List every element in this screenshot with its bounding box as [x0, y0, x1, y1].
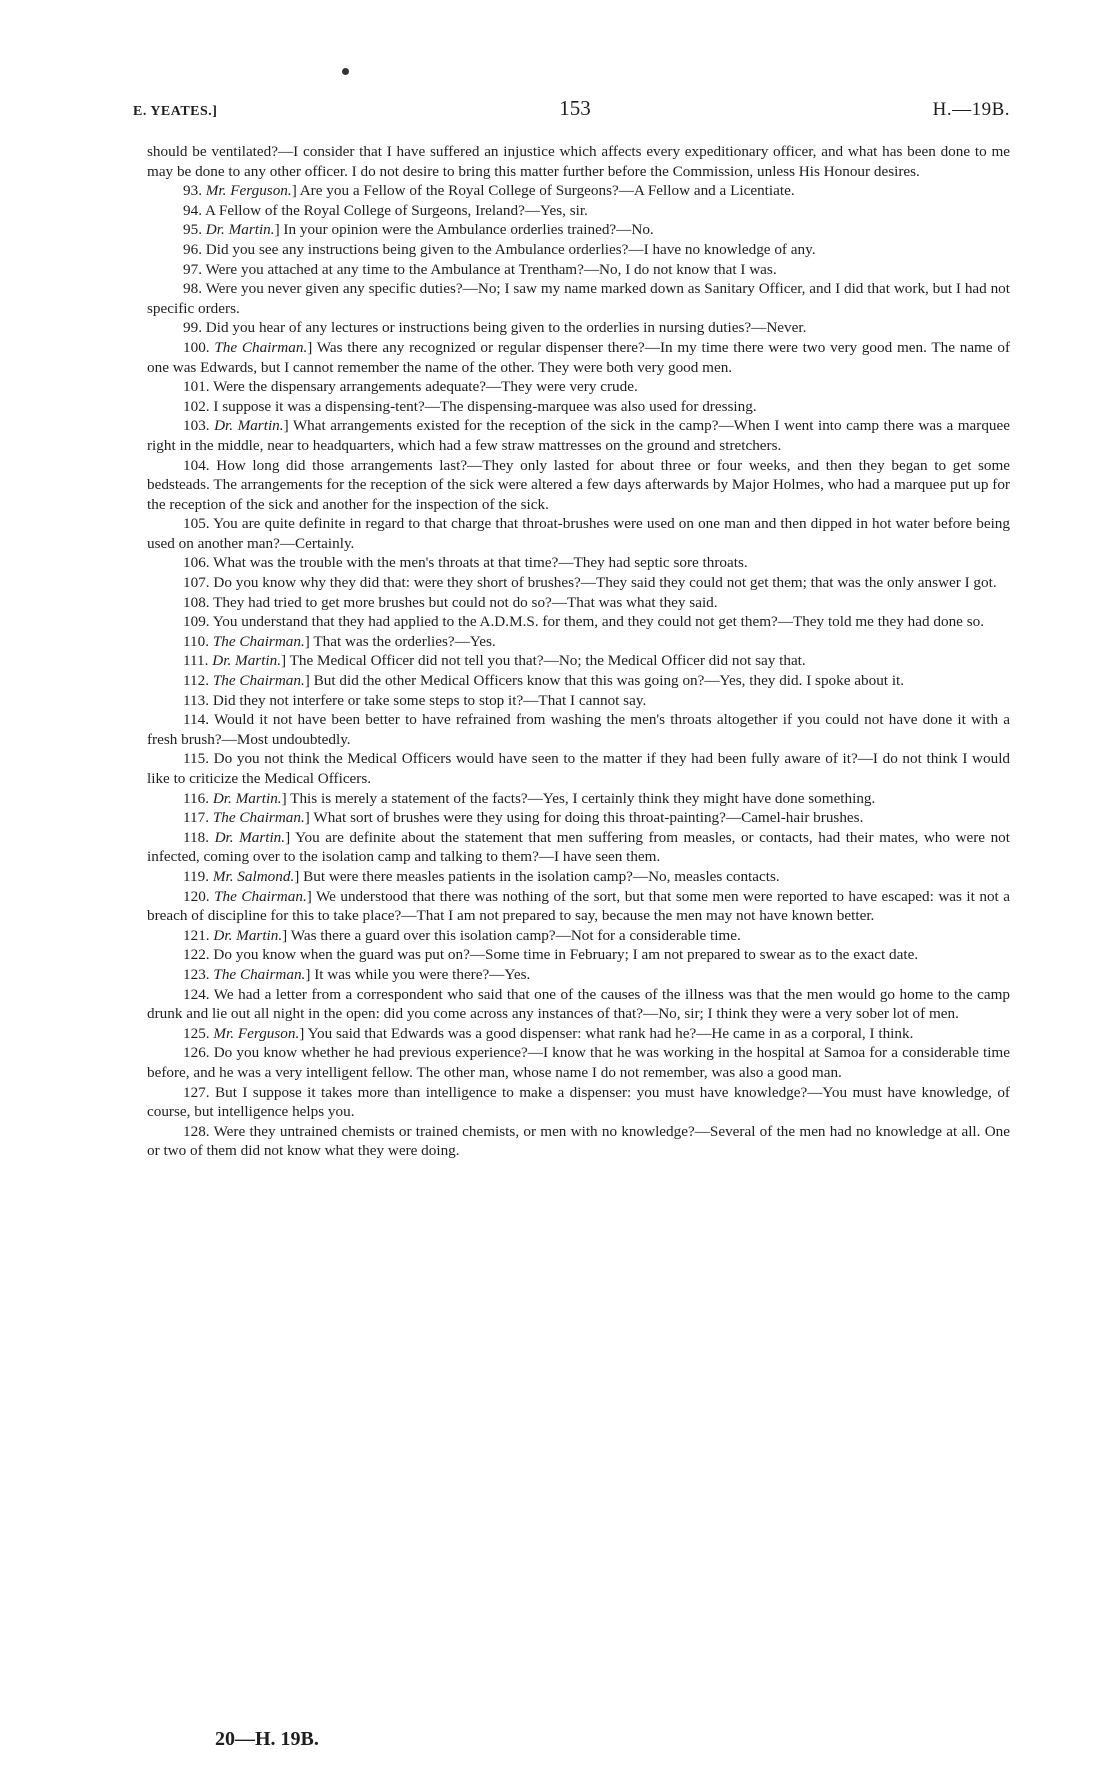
question-paragraph	[147, 926, 1010, 946]
question-text: Do you not think the Medical Officers would have seen to the matter if they had been fully aware of it?—I do not think I would like to criticize the Medical Officers.	[147, 750, 1011, 787]
question-paragraph	[147, 1024, 1010, 1044]
question-paragraph	[147, 514, 1010, 553]
question-text: You understand that they had applied to the A.D.M.S. for them, and they could not get them?—They told me they had done so.	[212, 613, 985, 631]
question-text: ] Are you a Fellow of the Royal College of Surgeons?—A Fellow and a Licentiate.	[291, 182, 795, 200]
question-number: 125.	[183, 1024, 210, 1042]
question-paragraph	[147, 612, 1010, 632]
question-number: 107.	[183, 574, 210, 592]
question-text: Were you never given any specific duties?—No; I saw my name marked down as Sanitary Officer, and I did that work, but I had not specific orders.	[147, 280, 1010, 317]
speaker-name: Mr. Salmond.	[212, 867, 295, 885]
question-paragraph	[147, 201, 1010, 221]
question-text: ] The Medical Officer did not tell you that?—No; the Medical Officer did not say that.	[281, 652, 806, 670]
question-number: 106.	[183, 554, 210, 572]
ink-dot	[342, 68, 349, 75]
question-paragraph	[147, 397, 1010, 417]
question-text: Do you know whether he had previous experience?—I know that he was working in the hospital at Samoa for a considerable time before, and he was a very intelligent fellow. The other man, whose name I do not remember, was also a good man.	[147, 1044, 1010, 1081]
transcript-body	[147, 142, 1010, 1161]
question-text: should be ventilated?—I consider that I have suffered an injustice which affects every expeditionary officer, and what has been done to me may be done to any other officer. I do not desire to bring this matter further before the Commission, unless His Honour desires.	[147, 143, 1010, 180]
question-number: 102.	[183, 397, 210, 415]
question-number: 123.	[183, 965, 210, 983]
question-text: Do you know why they did that: were they short of brushes?—They said they could not get them; that was the only answer I got.	[213, 574, 997, 592]
question-paragraph	[147, 828, 1010, 867]
speaker-name: Dr. Martin.	[214, 417, 284, 435]
question-paragraph	[147, 965, 1010, 985]
question-number: 128.	[183, 1122, 210, 1140]
question-text: ] Was there a guard over this isolation camp?—Not for a considerable time.	[282, 926, 741, 944]
printer-signature: 20—H. 19B.	[215, 1728, 319, 1750]
speaker-name: The Chairman.	[214, 338, 308, 356]
question-number: 111.	[183, 652, 209, 670]
speaker-name: The Chairman.	[212, 632, 305, 650]
speaker-name: Dr. Martin.	[213, 926, 283, 944]
question-text: But I suppose it takes more than intelligence to make a dispenser: you must have knowledge?—You must have knowledge, of course, but intelligence helps you.	[147, 1083, 1010, 1121]
question-paragraph	[147, 1043, 1010, 1082]
question-paragraph	[147, 632, 1010, 652]
question-text: Did they not interfere or take some steps to stop it?—That I cannot say.	[212, 691, 647, 709]
speaker-name: Dr. Martin.	[214, 828, 286, 846]
question-number: 119.	[183, 867, 210, 885]
question-number: 127.	[183, 1083, 210, 1101]
question-text: They had tried to get more brushes but could not do so?—That was what they said.	[213, 593, 718, 611]
question-text: You are quite definite in regard to that charge that throat-brushes were used on one man and then dipped in hot water before being used on another man?—Certainly.	[147, 515, 1010, 552]
question-paragraph	[147, 220, 1010, 240]
question-text: Did you see any instructions being given to the Ambulance orderlies?—I have no knowledge of any.	[205, 240, 816, 258]
question-number: 126.	[183, 1044, 210, 1062]
question-text: What was the trouble with the men's throats at that time?—They had septic sore throats.	[213, 554, 748, 572]
question-text: Do you know when the guard was put on?—Some time in February; I am not prepared to swear as to the exact date.	[213, 946, 919, 964]
speaker-name: Dr. Martin.	[212, 652, 282, 670]
question-paragraph	[147, 260, 1010, 280]
question-text: A Fellow of the Royal College of Surgeons, Ireland?—Yes, sir.	[204, 201, 588, 219]
question-text: ] You are definite about the statement that men suffering from measles, or contacts, had their mates, who were not infected, coming over to the isolation camp and talking to them?—I have seen them.	[147, 828, 1010, 866]
question-paragraph	[147, 416, 1010, 455]
question-paragraph	[147, 789, 1010, 809]
question-paragraph	[147, 691, 1010, 711]
question-paragraph	[147, 573, 1010, 593]
question-text: ] What sort of brushes were they using for doing this throat-painting?—Camel-hair brushes.	[304, 809, 864, 827]
question-number: 121.	[183, 926, 210, 944]
question-paragraph	[147, 651, 1010, 671]
question-paragraph	[147, 553, 1010, 573]
question-number: 104.	[183, 456, 210, 474]
page-header	[133, 96, 1010, 122]
question-number: 99.	[183, 319, 202, 337]
question-paragraph	[147, 671, 1010, 691]
question-number: 101.	[183, 378, 210, 396]
question-paragraph	[147, 985, 1010, 1024]
question-text: We had a letter from a correspondent who said that one of the causes of the illness was that the men would go home to the camp drunk and lie out all night in the open: did you come across any instances of that?—No, sir; I think they were a very sober lot of men.	[147, 985, 1010, 1023]
question-paragraph	[147, 181, 1010, 201]
question-number: 113.	[183, 691, 210, 709]
question-number: 110.	[183, 632, 210, 650]
question-number: 109.	[183, 613, 210, 631]
question-number: 116.	[183, 789, 210, 807]
question-text: I suppose it was a dispensing-tent?—The dispensing-marquee was also used for dressing.	[213, 397, 757, 415]
question-text: ] It was while you were there?—Yes.	[305, 965, 531, 983]
question-text: ] This is merely a statement of the facts?—Yes, I certainly think they might have done something.	[281, 789, 876, 807]
question-paragraph	[147, 240, 1010, 260]
question-text: ] But did the other Medical Officers know that this was going on?—Yes, they did. I spoke about it.	[304, 672, 905, 690]
question-number: 94.	[183, 201, 202, 219]
question-number: 97.	[183, 260, 202, 278]
question-paragraph	[147, 749, 1010, 788]
speaker-name: Dr. Martin.	[212, 789, 282, 807]
question-text: ] In your opinion were the Ambulance orderlies trained?—No.	[274, 221, 654, 239]
question-text: ] But were there measles patients in the isolation camp?—No, measles contacts.	[294, 867, 780, 885]
question-paragraph	[147, 808, 1010, 828]
question-text: ] That was the orderlies?—Yes.	[304, 632, 496, 650]
question-paragraph	[147, 1083, 1010, 1122]
question-text: Were you attached at any time to the Ambulance at Trentham?—No, I do not know that I was.	[205, 260, 777, 278]
question-number: 98.	[183, 280, 202, 298]
question-number: 96.	[183, 240, 202, 258]
question-number: 115.	[183, 750, 210, 768]
question-number: 117.	[183, 809, 210, 827]
question-text: ] What arrangements existed for the reception of the sick in the camp?—When I went into camp there was a marquee right in the middle, near to headquarters, which had a few straw mattresses on the ground and stretchers.	[147, 417, 1010, 454]
speaker-name: The Chairman.	[214, 887, 307, 905]
question-number: 93.	[183, 182, 202, 200]
question-text: Were they untrained chemists or trained chemists, or men with no knowledge?—Several of the men had no knowledge at all. One or two of them did not know what they were doing.	[147, 1122, 1011, 1160]
speaker-name: The Chairman.	[212, 672, 305, 690]
speaker-name: Mr. Ferguson.	[205, 182, 292, 200]
question-paragraph	[147, 377, 1010, 397]
document-reference: H.—19B.	[932, 99, 1010, 120]
question-number: 112.	[183, 672, 210, 690]
question-number: 100.	[183, 338, 210, 356]
question-number: 103.	[183, 417, 210, 435]
speaker-name: The Chairman.	[212, 809, 305, 827]
question-number: 122.	[183, 946, 210, 964]
question-text: ] You said that Edwards was a good dispenser: what rank had he?—He came in as a corporal, I think.	[299, 1024, 914, 1042]
question-paragraph	[147, 318, 1010, 338]
question-paragraph	[147, 279, 1010, 318]
question-text: Did you hear of any lectures or instructions being given to the orderlies in nursing duties?—Never.	[205, 319, 807, 337]
question-text: How long did those arrangements last?—They only lasted for about three or four weeks, and then they began to get some bedsteads. The arrangements for the reception of the sick were altered a few days afterwards by Major Holmes, who had a marquee put up for the reception of the sick and another for the inspection of the sick.	[147, 456, 1011, 513]
question-text: ] We understood that there was nothing of the sort, but that some men were reported to have escaped: was it not a breach of discipline for this to take place?—That I am not prepared to say, because the men may not have known better.	[147, 887, 1010, 925]
speaker-name: The Chairman.	[213, 965, 306, 983]
question-text: Would it not have been better to have refrained from washing the men's throats altogether if you could not have done it with a fresh brush?—Most undoubtedly.	[147, 711, 1010, 748]
question-paragraph	[147, 142, 1010, 181]
question-paragraph	[147, 593, 1010, 613]
question-paragraph	[147, 710, 1010, 749]
question-text: ] Was there any recognized or regular dispenser there?—In my time there were two very good men. The name of one was Edwards, but I cannot remember the name of the other. They were both very good men.	[147, 338, 1011, 376]
speaker-name: Dr. Martin.	[205, 221, 275, 239]
question-paragraph	[147, 945, 1010, 965]
page-number: 153	[559, 96, 591, 120]
question-number: 114.	[183, 711, 210, 729]
question-paragraph	[147, 867, 1010, 887]
question-number: 118.	[183, 828, 210, 846]
question-text: Were the dispensary arrangements adequate?—They were very crude.	[213, 378, 638, 396]
speaker-name: Mr. Ferguson.	[213, 1024, 300, 1042]
question-number: 120.	[183, 887, 210, 905]
question-number: 108.	[183, 593, 210, 611]
question-number: 95.	[183, 221, 202, 239]
witness-name: E. YEATES.]	[133, 104, 218, 119]
question-paragraph	[147, 887, 1010, 926]
question-number: 124.	[183, 985, 210, 1003]
question-paragraph	[147, 338, 1010, 377]
question-paragraph	[147, 456, 1010, 515]
question-number: 105.	[183, 515, 210, 533]
question-paragraph	[147, 1122, 1010, 1161]
